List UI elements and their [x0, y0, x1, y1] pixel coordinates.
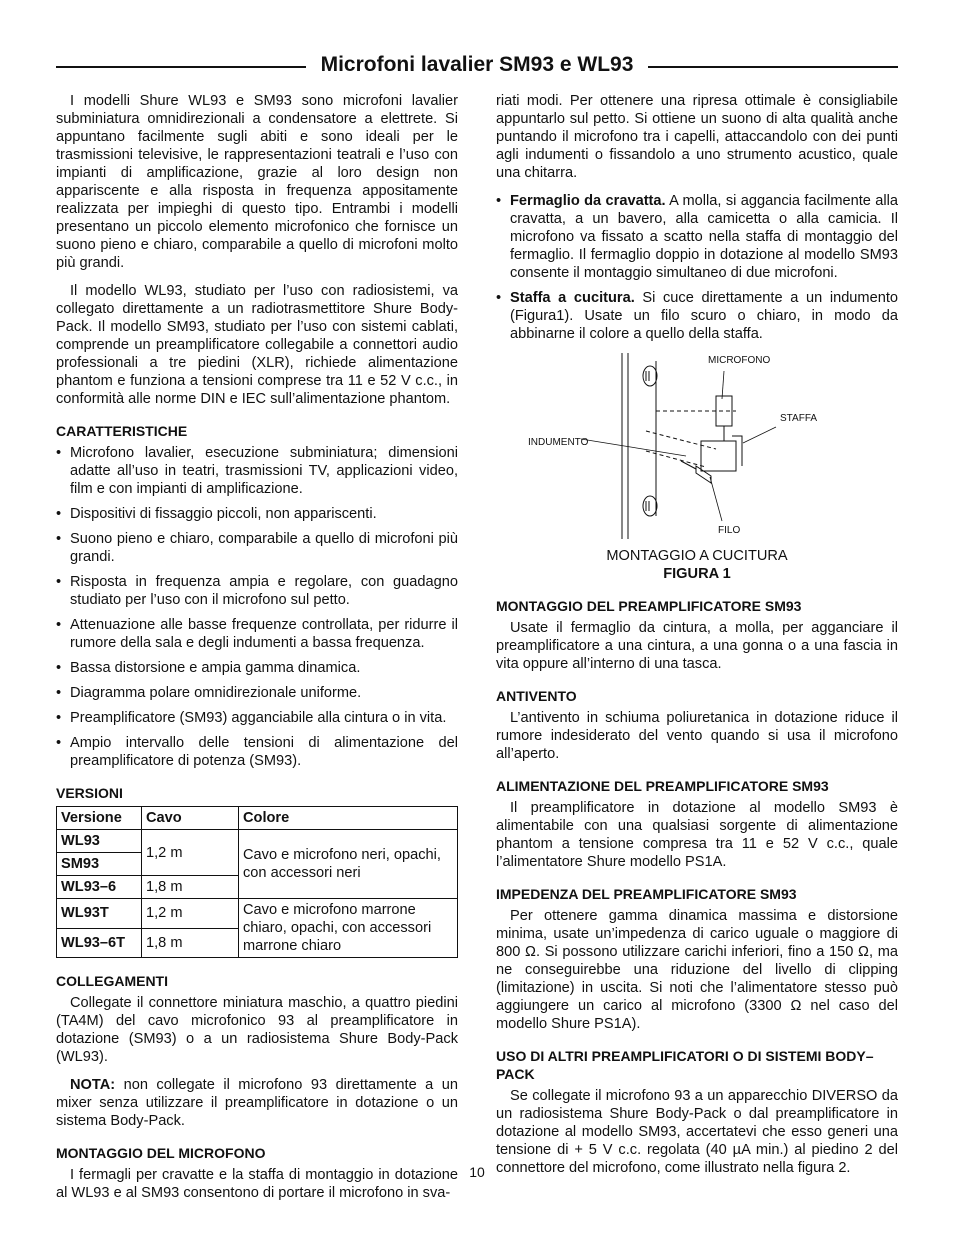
intro-paragraph-1: I modelli Shure WL93 e SM93 sono microfoni lavalier subminiatura omnidirezionali a condensatore a elettrete. Si appuntano facilmente sugli abiti e sono ideali per le trasmissioni televisive, le rappresentazioni teatrali e l’uso con impianti di amplificazione, grazie al loro design non appariscente e alla risposta in frequenza appositamente realizzata per impieghi di questo tipo. Entrambi i modelli presentano un piccolo elemento microfonico che fornisce un suono pieno e chiaro, comparabile a quello di microfoni molto più grandi.: [56, 93, 458, 271]
table-header: Versione: [57, 807, 142, 830]
table-header: Cavo: [142, 807, 239, 830]
list-item: • Risposta in frequenza ampia e regolare, con guadagno studiato per l’uso con il microfono sul petto.: [56, 573, 458, 609]
bullet-text: A molla, si aggancia facilmente alla cravatta, a un bavero, alla camicetta o alla camicia. Il microfono va fissato a scatto nella staffa di montaggio del fermaglio. Il fermaglio doppio in dotazione al modello SM93 consente il montaggio simultaneo di due microfoni.: [510, 193, 898, 281]
continued-paragraph: riati modi. Per ottenere una ripresa ottimale è consigliabile appuntarlo sul petto. Si ottiene un suono di alta qualità anche puntando il microfono tra i capelli, attaccandolo con dei punti agli indumenti o fissandolo a uno strumento acustico, quale una chitarra.: [496, 93, 898, 181]
note-paragraph: [56, 1076, 458, 1130]
connections-paragraph: Collegate il connettore miniatura maschio, a quattro piedini (TA4M) del cavo microfonico 93 al preamplificatore in dotazione (SM93) o a un radiosistema Shure Body-Pack (WL93).: [56, 995, 458, 1065]
table-cell-model: WL93T: [57, 899, 142, 929]
table-cell-model: WL93–6: [57, 876, 142, 899]
section-heading: ALIMENTAZIONE DEL PREAMPLIFICATORE SM93: [496, 778, 829, 794]
section-paragraph: Usate il fermaglio da cintura, a molla, per agganciare il preamplificatore a una cintura, a una gonna o a una fascia in vita oppure all’interno di una tasca.: [496, 620, 898, 672]
page-number: 10: [469, 1164, 485, 1180]
table-header-row: [57, 807, 458, 830]
list-item: • Microfono lavalier, esecuzione subminiatura; dimensioni adatte all’uso in teatri, trasmissioni TV, applicazioni video, film e con impianti di amplificazione.: [56, 444, 458, 498]
list-item: • Preamplificatore (SM93) agganciabile alla cintura o in vita.: [56, 709, 458, 727]
list-item: [496, 192, 898, 282]
list-item: [496, 289, 898, 343]
table-cell-cable: 1,2 m: [142, 830, 239, 876]
intro-paragraph-2: Il modello WL93, studiato per l’uso con radiosistemi, va collegato direttamente a un radiotrasmettitore Shure Body-Pack. Il modello SM93, studiato per l’uso con sistemi cablati, comprende un preamplificatore collegabile a connettori audio professionali a tre piedini (XLR), richiede alimentazione phantom e funziona a tensioni comprese tra 11 e 52 V c.c., in conformità alle norme DIN e IEC sull’alimentazione phantom.: [56, 283, 458, 407]
section-heading: MONTAGGIO DEL PREAMPLIFICATORE SM93: [496, 598, 802, 614]
list-item: • Suono pieno e chiaro, comparabile a quello di microfoni più grandi.: [56, 530, 458, 566]
title-rule-right: [648, 66, 898, 68]
table-cell-model: WL93–6T: [57, 928, 142, 958]
table-row: [57, 899, 458, 929]
note-label: NOTA:: [70, 1077, 116, 1093]
connections-heading: COLLEGAMENTI: [56, 973, 168, 989]
section-paragraph: Se collegate il microfono 93 a un apparecchio DIVERSO da un radiosistema Shure Body-Pack o dal preamplificatore in dotazione al modello SM93, accertatevi che esso generi una tensione di + 5 V c.c. regolata (40 µA min.) al piedino 2 del connettore del microfono, come illustrato nella figura 2.: [496, 1088, 898, 1176]
table-cell-cable: 1,2 m: [142, 899, 239, 929]
note-text: non collegate il microfono 93 direttamente a un mixer senza utilizzare il preamplificatore in dotazione o un sistema Body-Pack.: [56, 1077, 458, 1129]
figure-caption: MONTAGGIO A CUCITURA: [606, 548, 788, 564]
features-list: [56, 444, 458, 770]
table-header: Colore: [239, 807, 458, 830]
list-item: • Ampio intervallo delle tensioni di alimentazione del preamplificatore di potenza (SM93).: [56, 734, 458, 770]
list-item: • Diagramma polare omnidirezionale uniforme.: [56, 684, 458, 702]
features-heading: CARATTERISTICHE: [56, 423, 188, 439]
label-thread: FILO: [718, 525, 741, 536]
label-bracket: STAFFA: [780, 413, 818, 424]
figure-number: FIGURA 1: [663, 566, 731, 582]
label-microphone: MICROFONO: [708, 355, 771, 366]
right-column: [496, 92, 898, 1187]
table-cell-color: Cavo e microfono marrone chiaro, opachi, con accessori marrone chiaro: [239, 899, 458, 958]
section-paragraph: Per ottenere gamma dinamica massima e distorsione minima, usate un’impedenza di carico uguale o maggiore di 800 Ω. Si possono utilizzare carichi inferiori, fino a 150 Ω, ma ne conseguirebbe una riduzione del livello di clipping (limitazione) in uscita. Si noti che l’alimentatore stesso può aggiungere un carico al microfono (3300 Ω nel caso del modello Shure PS1A).: [496, 908, 898, 1032]
page-title: Microfoni lavalier SM93 e WL93: [320, 53, 634, 76]
bullet-label: Staffa a cucitura.: [510, 290, 635, 306]
versions-heading: VERSIONI: [56, 785, 123, 801]
versions-table: [56, 806, 458, 958]
mount-paragraph: I fermagli per cravatte e la staffa di montaggio in dotazione al WL93 e al SM93 consentono di portare il microfono in sva-: [56, 1167, 458, 1201]
label-garment: INDUMENTO: [528, 437, 589, 448]
table-row: [57, 830, 458, 853]
bullet-label: Fermaglio da cravatta.: [510, 193, 666, 209]
table-cell-color: Cavo e microfono neri, opachi, con accessori neri: [239, 830, 458, 899]
table-cell-model: SM93: [57, 853, 142, 876]
table-cell-cable: 1,8 m: [142, 876, 239, 899]
section-heading: IMPEDENZA DEL PREAMPLIFICATORE SM93: [496, 886, 797, 902]
left-column: [56, 92, 458, 1212]
section-paragraph: Il preamplificatore in dotazione al modello SM93 è alimentabile con una qualsiasi sorgente di alimentazione phantom a tensione compresa tra 11 e 52 V c.c., quale l’alimentatore Shure modello PS1A.: [496, 800, 898, 870]
section-heading: ANTIVENTO: [496, 688, 577, 704]
section-heading: USO DI ALTRI PREAMPLIFICATORI O DI SISTEMI BODY–PACK: [496, 1048, 874, 1082]
list-item: • Bassa distorsione e ampia gamma dinamica.: [56, 659, 458, 677]
title-row: [56, 50, 898, 80]
mounting-options-list: [496, 192, 898, 343]
mount-heading: MONTAGGIO DEL MICROFONO: [56, 1145, 266, 1161]
table-cell-cable: 1,8 m: [142, 928, 239, 958]
table-cell-model: WL93: [57, 830, 142, 853]
section-paragraph: L’antivento in schiuma poliuretanica in dotazione riduce il rumore indesiderato del vento quando si usa il microfono all’aperto.: [496, 710, 898, 762]
list-item: • Dispositivi di fissaggio piccoli, non appariscenti.: [56, 505, 458, 523]
list-item: • Attenuazione alle basse frequenze controllata, per ridurre il rumore della sala e degli indumenti a bassa frequenza.: [56, 616, 458, 652]
bullet-text: Si cuce direttamente a un indumento (Figura1). Usate un filo scuro o chiaro, in modo da abbinarne il colore a quello della staffa.: [510, 290, 898, 342]
figure-sewing-mount: [496, 351, 898, 541]
